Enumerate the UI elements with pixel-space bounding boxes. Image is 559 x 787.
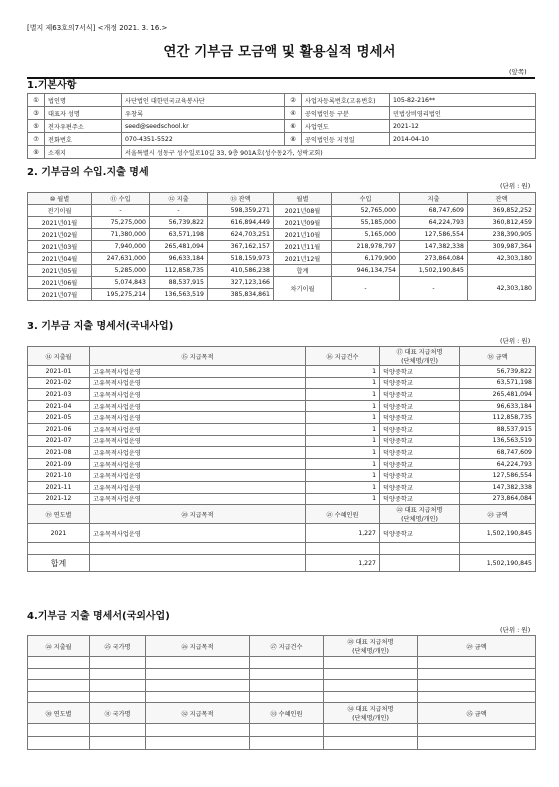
- table-cell: 2021년03월: [28, 241, 92, 253]
- table-cell: 96,633,184: [460, 400, 536, 412]
- table-cell: 56,739,822: [460, 366, 536, 378]
- table-cell: 덕양중학교: [380, 447, 460, 459]
- table-cell: 218,978,797: [332, 241, 400, 253]
- table-cell: 공익법인등 지정일: [302, 133, 390, 146]
- table-cell: 88,537,915: [460, 423, 536, 435]
- table-cell: 1: [306, 458, 380, 470]
- table-cell: [250, 657, 324, 669]
- table-cell: 2021-12: [390, 120, 536, 133]
- table-cell: 2021-11: [28, 481, 90, 493]
- table-cell: 327,123,166: [208, 277, 274, 289]
- column-header: ⑯ 지급건수: [306, 347, 380, 366]
- table-cell: [324, 737, 418, 750]
- table-cell: 518,159,973: [208, 253, 274, 265]
- overseas-expense-table: [27, 635, 536, 750]
- table-cell: [146, 668, 250, 680]
- table-cell: 고유목적사업운영: [90, 447, 306, 459]
- table-cell: [468, 265, 536, 277]
- table-cell: [28, 543, 90, 555]
- table-cell: 68,747,609: [400, 205, 468, 217]
- table-cell: 1,227: [306, 524, 380, 543]
- table-cell: 차기이월: [274, 277, 332, 301]
- table-cell: ⑨: [28, 146, 45, 159]
- table-cell: [380, 555, 460, 572]
- header-line: ⑰ 대표 지급처명: [396, 349, 443, 356]
- table-cell: [250, 680, 324, 692]
- column-header: ㉖ 지급목적: [146, 636, 250, 657]
- table-cell: 고유목적사업운영: [90, 423, 306, 435]
- table-cell: 2021-06: [28, 423, 90, 435]
- header-line: (단체명/개인): [401, 516, 438, 524]
- table-cell: [90, 737, 146, 750]
- header-line: ㉘ 대표 지급처명: [347, 639, 394, 646]
- table-cell: 2021년06월: [28, 277, 92, 289]
- table-cell: 덕양중학교: [380, 412, 460, 424]
- table-cell: 대표자 성명: [45, 107, 122, 120]
- table-cell: 195,275,214: [92, 289, 150, 301]
- table-cell: [146, 691, 250, 703]
- table-cell: [90, 691, 146, 703]
- table-cell: [90, 668, 146, 680]
- column-header: ㉟ 금액: [418, 703, 536, 724]
- table-cell: 1,502,190,845: [400, 265, 468, 277]
- table-cell: 고유목적사업운영: [90, 389, 306, 401]
- table-cell: 2021년07월: [28, 289, 92, 301]
- table-cell: 고유목적사업운영: [90, 377, 306, 389]
- front-label: (앞쪽): [509, 68, 527, 76]
- table-cell: 2021-04: [28, 400, 90, 412]
- column-header: ㉝ 수혜인원: [250, 703, 324, 724]
- table-cell: 2021년10월: [274, 229, 332, 241]
- table-cell: 고유목적사업운영: [90, 481, 306, 493]
- column-header: 지출: [400, 193, 468, 205]
- table-cell: 265,481,094: [150, 241, 208, 253]
- column-header: ㉚ 연도별: [28, 703, 90, 724]
- table-cell: 고유목적사업운영: [90, 366, 306, 378]
- table-cell: 2021-09: [28, 458, 90, 470]
- table-cell: 사단법인 대한민국교육봉사단: [122, 94, 285, 107]
- table-cell: ⑧: [285, 133, 302, 146]
- table-cell: 2021년01월: [28, 217, 92, 229]
- header-line: (단체명/개인): [352, 648, 389, 655]
- table-cell: ②: [285, 94, 302, 107]
- table-cell: 고유목적사업운영: [90, 400, 306, 412]
- divider: [27, 77, 535, 79]
- table-cell: [90, 555, 306, 572]
- table-cell: 42,303,180: [468, 253, 536, 265]
- table-cell: [418, 691, 536, 703]
- table-cell: 75,275,000: [92, 217, 150, 229]
- table-cell: 1: [306, 366, 380, 378]
- table-cell: ④: [285, 107, 302, 120]
- table-cell: 2021년12월: [274, 253, 332, 265]
- table-cell: 2021-10: [28, 470, 90, 482]
- table-cell: 2014-04-10: [390, 133, 536, 146]
- table-cell: 112,858,735: [150, 265, 208, 277]
- column-header: ㉗ 지급건수: [250, 636, 324, 657]
- table-cell: [146, 724, 250, 737]
- table-cell: 덕양중학교: [380, 481, 460, 493]
- table-cell: 112,858,735: [460, 412, 536, 424]
- table-cell: 고유목적사업운영: [90, 435, 306, 447]
- header-line: ㉞ 대표 지급처명: [347, 706, 394, 713]
- table-cell: ⑦: [28, 133, 45, 146]
- table-cell: 전기이월: [28, 205, 92, 217]
- table-cell: 우창록: [122, 107, 285, 120]
- table-cell: 360,812,459: [468, 217, 536, 229]
- table-cell: 5,074,843: [92, 277, 150, 289]
- table-cell: 덕양중학교: [380, 493, 460, 505]
- table-cell: [418, 680, 536, 692]
- table-cell: [28, 668, 90, 680]
- table-cell: 2021년09월: [274, 217, 332, 229]
- column-header: ⑬ 잔액: [208, 193, 274, 205]
- table-cell: 624,703,251: [208, 229, 274, 241]
- table-cell: [418, 724, 536, 737]
- table-cell: 96,633,184: [150, 253, 208, 265]
- column-header: ㉓ 금액: [460, 505, 536, 524]
- table-cell: 55,185,000: [332, 217, 400, 229]
- table-cell: [90, 657, 146, 669]
- table-cell: [250, 691, 324, 703]
- table-cell: 1: [306, 447, 380, 459]
- table-cell: [146, 680, 250, 692]
- table-cell: -: [150, 205, 208, 217]
- table-cell: 2021년11월: [274, 241, 332, 253]
- table-cell: [324, 680, 418, 692]
- table-cell: -: [92, 205, 150, 217]
- table-cell: [28, 691, 90, 703]
- table-cell: 7,940,000: [92, 241, 150, 253]
- table-cell: 1,502,190,845: [460, 555, 536, 572]
- table-cell: 136,563,519: [460, 435, 536, 447]
- table-cell: 71,380,000: [92, 229, 150, 241]
- table-cell: [28, 680, 90, 692]
- column-header: ⑳ 지급목적: [90, 505, 306, 524]
- table-cell: 1: [306, 423, 380, 435]
- table-cell: 309,987,364: [468, 241, 536, 253]
- table-cell: 덕양중학교: [380, 377, 460, 389]
- table-cell: 2021-02: [28, 377, 90, 389]
- table-cell: 56,739,822: [150, 217, 208, 229]
- table-cell: 410,586,238: [208, 265, 274, 277]
- column-header: [380, 347, 460, 366]
- table-cell: 265,481,094: [460, 389, 536, 401]
- column-header: ㉛ 국가명: [90, 703, 146, 724]
- table-cell: 105-82-216**: [390, 94, 536, 107]
- basic-info-table: [27, 93, 536, 159]
- table-cell: 2021: [28, 524, 90, 543]
- section4-title: 4.기부금 지출 명세서(국외사업): [27, 611, 170, 622]
- table-cell: 63,571,198: [460, 377, 536, 389]
- table-cell: 273,864,084: [400, 253, 468, 265]
- table-cell: 616,894,449: [208, 217, 274, 229]
- table-cell: 공익법인등 구분: [302, 107, 390, 120]
- header-line: (단체명/개인): [352, 715, 389, 722]
- table-cell: [28, 724, 90, 737]
- table-cell: 2021-03: [28, 389, 90, 401]
- table-cell: 52,765,000: [332, 205, 400, 217]
- table-cell: 전화번호: [45, 133, 122, 146]
- table-cell: 덕양중학교: [380, 400, 460, 412]
- table-cell: [418, 657, 536, 669]
- form-header: [별지 제63호의7서식] <개정 2021. 3. 16.>: [27, 24, 168, 32]
- column-header: ⑮ 지급목적: [90, 347, 306, 366]
- column-header: ⑱ 금액: [460, 347, 536, 366]
- table-cell: 덕양중학교: [380, 470, 460, 482]
- table-cell: 1: [306, 481, 380, 493]
- column-header: ⑫ 지출: [150, 193, 208, 205]
- column-header: 잔액: [468, 193, 536, 205]
- column-header: ㉙ 금액: [418, 636, 536, 657]
- column-header: ⑲ 연도별: [28, 505, 90, 524]
- table-cell: 1,227: [306, 555, 380, 572]
- table-cell: 68,747,609: [460, 447, 536, 459]
- table-cell: 전자우편주소: [45, 120, 122, 133]
- table-cell: 법인명: [45, 94, 122, 107]
- total-label: 합계: [28, 555, 90, 572]
- column-header: ⑩ 월별: [28, 193, 92, 205]
- column-header: ⑪ 수입: [92, 193, 150, 205]
- income-expense-table: [27, 192, 536, 301]
- table-cell: 사업자등록번호(고유번호): [302, 94, 390, 107]
- column-header: [380, 505, 460, 524]
- table-cell: [324, 724, 418, 737]
- column-header: ㉕ 국가명: [90, 636, 146, 657]
- column-header: 수입: [332, 193, 400, 205]
- table-cell: 1: [306, 389, 380, 401]
- table-cell: 2021-12: [28, 493, 90, 505]
- table-cell: 127,586,554: [460, 470, 536, 482]
- table-cell: 63,571,198: [150, 229, 208, 241]
- table-cell: 946,134,754: [332, 265, 400, 277]
- table-cell: 136,563,519: [150, 289, 208, 301]
- table-cell: 고유목적사업운영: [90, 524, 306, 543]
- table-cell: [250, 668, 324, 680]
- table-cell: 2021년05월: [28, 265, 92, 277]
- table-cell: 민법상비영리법인: [390, 107, 536, 120]
- column-header: ⑭ 지출월: [28, 347, 90, 366]
- domestic-expense-table: [27, 346, 536, 572]
- table-cell: 사업연도: [302, 120, 390, 133]
- table-cell: 42,303,180: [468, 277, 536, 301]
- table-cell: 1: [306, 377, 380, 389]
- table-cell: 369,852,252: [468, 205, 536, 217]
- table-cell: 덕양중학교: [380, 366, 460, 378]
- table-cell: [460, 543, 536, 555]
- table-cell: 070-4351-5522: [122, 133, 285, 146]
- table-cell: [418, 668, 536, 680]
- table-cell: -: [332, 277, 400, 301]
- table-cell: 2021-05: [28, 412, 90, 424]
- table-cell: 2021년02월: [28, 229, 92, 241]
- table-cell: [146, 657, 250, 669]
- table-cell: [324, 691, 418, 703]
- table-cell: 64,224,793: [460, 458, 536, 470]
- table-cell: 덕양중학교: [380, 389, 460, 401]
- table-cell: 385,834,861: [208, 289, 274, 301]
- table-cell: 1: [306, 493, 380, 505]
- table-cell: ⑤: [28, 120, 45, 133]
- table-cell: 1: [306, 470, 380, 482]
- table-cell: [306, 543, 380, 555]
- table-cell: 147,382,338: [400, 241, 468, 253]
- table-cell: ③: [28, 107, 45, 120]
- table-cell: 1: [306, 400, 380, 412]
- table-cell: [380, 543, 460, 555]
- column-header: 월별: [274, 193, 332, 205]
- table-cell: 6,179,900: [332, 253, 400, 265]
- table-cell: 2021-01: [28, 366, 90, 378]
- table-cell: [324, 657, 418, 669]
- page-title: 연간 기부금 모금액 및 활용실적 명세서: [163, 44, 396, 60]
- table-cell: 1: [306, 435, 380, 447]
- table-cell: 합계: [274, 265, 332, 277]
- table-cell: 2021년08월: [274, 205, 332, 217]
- table-cell: 덕양중학교: [380, 423, 460, 435]
- column-header: ㉜ 지급목적: [146, 703, 250, 724]
- table-cell: 덕양중학교: [380, 524, 460, 543]
- table-cell: ⑥: [285, 120, 302, 133]
- section3-title: 3. 기부금 지출 명세서(국내사업): [27, 321, 174, 332]
- unit-label: (단위 : 원): [500, 337, 531, 345]
- column-header: [324, 636, 418, 657]
- table-cell: [90, 724, 146, 737]
- table-cell: [418, 737, 536, 750]
- column-header: [324, 703, 418, 724]
- table-cell: ①: [28, 94, 45, 107]
- table-cell: 64,224,793: [400, 217, 468, 229]
- table-cell: [28, 657, 90, 669]
- table-cell: 서울특별시 성동구 성수일로10길 33, 9층 901A호(성수동2가, 성락교회): [122, 146, 536, 159]
- unit-label: (단위 : 원): [500, 626, 531, 634]
- table-cell: 127,586,554: [400, 229, 468, 241]
- table-cell: 247,631,000: [92, 253, 150, 265]
- table-cell: [250, 724, 324, 737]
- table-cell: 1,502,190,845: [460, 524, 536, 543]
- table-cell: 고유목적사업운영: [90, 470, 306, 482]
- table-cell: [324, 668, 418, 680]
- table-cell: 고유목적사업운영: [90, 493, 306, 505]
- table-cell: 고유목적사업운영: [90, 412, 306, 424]
- table-cell: seed@seedschool.kr: [122, 120, 285, 133]
- table-cell: 소재지: [45, 146, 122, 159]
- table-cell: [90, 680, 146, 692]
- table-cell: 88,537,915: [150, 277, 208, 289]
- table-cell: 2021년04월: [28, 253, 92, 265]
- table-cell: 2021-07: [28, 435, 90, 447]
- table-cell: -: [400, 277, 468, 301]
- table-cell: 147,382,338: [460, 481, 536, 493]
- header-line: ㉒ 대표 지급처명: [396, 507, 443, 515]
- table-cell: 5,165,000: [332, 229, 400, 241]
- table-cell: 5,285,000: [92, 265, 150, 277]
- table-cell: [90, 543, 306, 555]
- table-cell: 덕양중학교: [380, 458, 460, 470]
- table-cell: 덕양중학교: [380, 435, 460, 447]
- table-cell: 367,162,157: [208, 241, 274, 253]
- column-header: ㉔ 지출월: [28, 636, 90, 657]
- section1-title: 1.기본사항: [27, 80, 77, 91]
- table-cell: 273,864,084: [460, 493, 536, 505]
- section2-title: 2. 기부금의 수입.지출 명세: [27, 167, 149, 178]
- unit-label: (단위 : 원): [500, 182, 531, 190]
- table-cell: 고유목적사업운영: [90, 458, 306, 470]
- table-cell: [146, 737, 250, 750]
- table-cell: [250, 737, 324, 750]
- table-cell: 238,390,905: [468, 229, 536, 241]
- table-cell: [28, 737, 90, 750]
- header-line: (단체명/개인): [401, 358, 438, 365]
- table-cell: 1: [306, 412, 380, 424]
- table-cell: 598,359,271: [208, 205, 274, 217]
- table-cell: 2021-08: [28, 447, 90, 459]
- column-header: ㉑ 수혜인원: [306, 505, 380, 524]
